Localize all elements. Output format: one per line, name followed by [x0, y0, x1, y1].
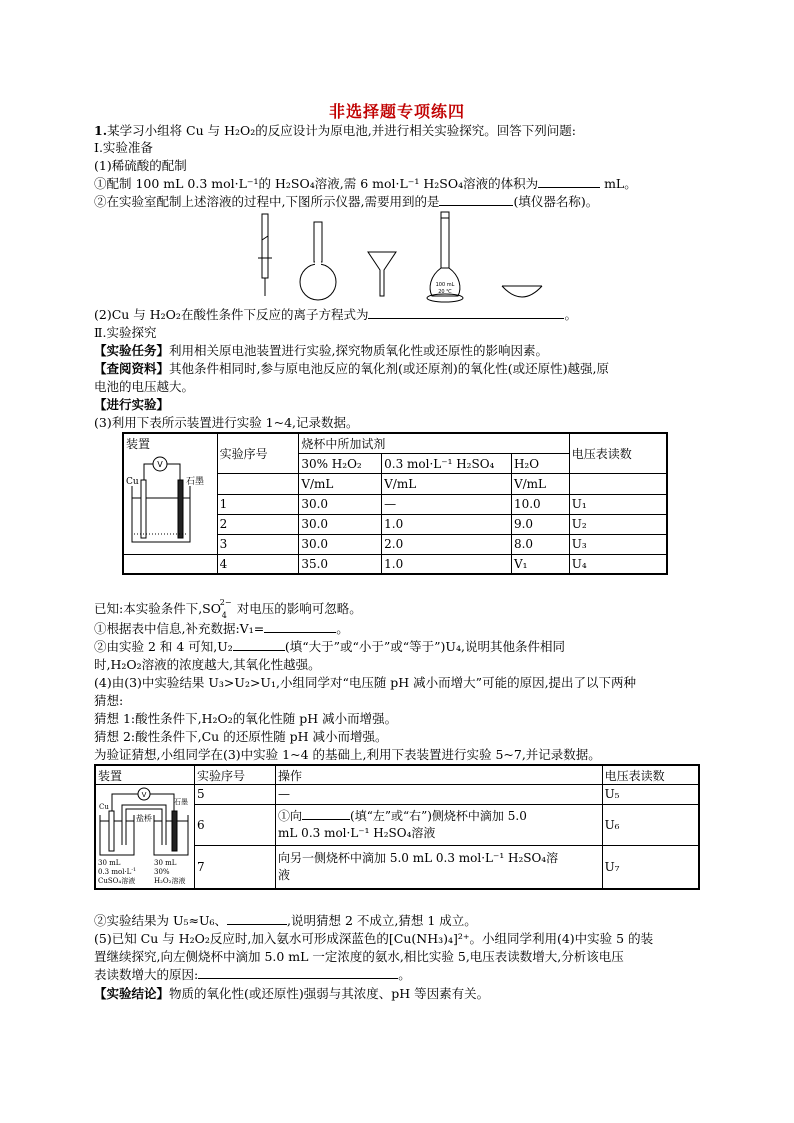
answer-blank-result[interactable] [227, 912, 287, 925]
result: ②实验结果为 U₅≈U₆、 ,说明猜想 2 不成立,猜想 1 成立。 [94, 913, 477, 928]
unit-cell: V/mL [511, 474, 569, 494]
question-5-line3: 表读数增大的原因: 。 [94, 967, 411, 982]
question-number: 1. [94, 123, 108, 138]
device-header: 装置 [126, 437, 151, 451]
unit-cell: V/mL [382, 474, 512, 494]
question-4-line2: 猜想: [94, 693, 124, 708]
seq-header: 实验序号 [195, 765, 276, 785]
question-intro: 1.某学习小组将 Cu 与 H₂O₂的反应设计为原电池,并进行相关实验探究。回答下列问题: [94, 123, 576, 138]
col-h2o-header: H₂O [511, 454, 569, 474]
reagent-header: 烧杯中所加试剂 [299, 433, 569, 454]
device-cell [123, 433, 217, 555]
table-row: 6 ①向 (填“左”或“右”)侧烧杯中滴加 5.0 mL 0.3 mol·L⁻¹ H₂SO₄溶液 U₆ [95, 804, 699, 845]
question-1a: ①配制 100 mL 0.3 mol·L⁻¹的 H₂SO₄溶液,需 6 mol·L⁻¹ H₂SO₄溶液的体积为 mL。 [94, 176, 637, 191]
voltmeter-label: V [157, 460, 163, 469]
task: 【实验任务】利用相关原电池装置进行实验,探究物质氧化性或还原性的影响因素。 [94, 343, 548, 358]
graphite-electrode-label: 石墨 [186, 477, 205, 487]
right-beaker-conc: 30% [154, 868, 170, 876]
known-note: 已知:本实验条件下,SO 2− 4 对电压的影响可忽略。 [94, 598, 362, 620]
conduct-tag: 【进行实验】 [94, 397, 170, 412]
guess-1: 猜想 1:酸性条件下,H₂O₂的氧化性随 pH 减小而增强。 [94, 711, 398, 726]
question-2: (2)Cu 与 H₂O₂在酸性条件下反应的离子方程式为 。 [94, 307, 577, 322]
reference-2: 电池的电压越大。 [94, 379, 195, 394]
part-2-heading: Ⅱ.实验探究 [94, 325, 157, 340]
guess-2: 猜想 2:酸性条件下,Cu 的还原性随 pH 减小而增强。 [94, 729, 388, 744]
known-1: ①根据表中信息,补充数据:V₁= 。 [94, 621, 349, 636]
reference-1: 【查阅资料】其他条件相同时,参与原电池反应的氧化剂(或还原剂)的氧化性(或还原性)越强,原 [94, 361, 609, 376]
cu-electrode-label: Cu [99, 803, 109, 811]
cell-apparatus-icon [124, 454, 219, 554]
left-beaker-conc: 0.3 $mol\cdot L^{-1}$ [98, 867, 137, 876]
left-beaker-volume: 30 mL [98, 859, 121, 867]
answer-blank-1a[interactable] [538, 175, 600, 188]
voltage-header: 电压表读数 [569, 433, 667, 474]
table-row: 3 30.0 2.0 8.0 U₃ [123, 534, 667, 554]
answer-blank-1b[interactable] [439, 193, 513, 206]
question-4-line1: (4)由(3)中实验结果 U₃>U₂>U₁,小组同学对“电压随 pH 减小而增大”可能的原因,提出了以下两种 [94, 675, 637, 690]
cu-electrode-label: Cu [126, 477, 139, 487]
col-h2o2-header: 30% H₂O₂ [299, 454, 382, 474]
table-row: 2 30.0 1.0 9.0 U₂ [123, 514, 667, 534]
part-1-heading: Ⅰ.实验准备 [94, 140, 153, 155]
device-header: 装置 [95, 765, 195, 785]
col-h2so4-header: 0.3 mol·L⁻¹ H₂SO₄ [382, 454, 512, 474]
device-cell [95, 785, 195, 890]
experiment-table-2: 装置 实验序号 操作 电压表读数 V 盐桥 Cu 石墨 30 mL 0.3 $mol\cdot L^{-1}$ CuSO₄溶液 30 mL 30% H₂O₂溶液 5 — U₅ 6 ①向 (填“左”或“右”)侧烧杯中滴加 5.0 mL 0.3 mol·L⁻¹ H₂SO₄溶液 U₆ 7 向另一侧烧杯中滴加 5.0 mL 0.3 mol·L⁻¹ H₂SO₄溶 液 U₇ [94, 764, 700, 890]
salt-bridge-apparatus-icon [96, 785, 194, 885]
question-3: (3)利用下表所示装置进行实验 1~4,记录数据。 [94, 415, 359, 430]
round-flask-icon [300, 222, 336, 300]
conclusion: 【实验结论】物质的氧化性(或还原性)强弱与其浓度、pH 等因素有关。 [94, 986, 490, 1001]
salt-bridge-label: 盐桥 [136, 814, 152, 823]
answer-blank-v1[interactable] [264, 620, 336, 633]
right-beaker-solution: H₂O₂溶液 [154, 877, 186, 885]
answer-blank-2[interactable] [368, 306, 564, 319]
answer-blank-side[interactable] [302, 807, 350, 820]
instruments-figure [240, 210, 560, 310]
question-1b: ②在实验室配制上述溶液的过程中,下图所示仪器,需要用到的是 (填仪器名称)。 [94, 194, 599, 209]
unit-cell: V/mL [299, 474, 382, 494]
table-row: 4 35.0 1.0 V₁ U₄ [123, 555, 667, 575]
page-title: 非选择题专项练四 [328, 102, 465, 121]
right-beaker-volume: 30 mL [154, 859, 177, 867]
graphite-electrode-label: 石墨 [174, 798, 188, 806]
evaporating-dish-icon [502, 286, 542, 297]
flask-label-temp: 20 ℃ [438, 289, 452, 295]
table-row: 7 向另一侧烧杯中滴加 5.0 mL 0.3 mol·L⁻¹ H₂SO₄溶 液 U₇ [95, 845, 699, 889]
answer-blank-compare[interactable] [233, 638, 285, 651]
sub-1-heading: (1)稀硫酸的配制 [94, 158, 187, 173]
verify-text: 为验证猜想,小组同学在(3)中实验 1~4 的基础上,利用下表装置进行实验 5~7,并记录数据。 [94, 747, 601, 762]
left-beaker-solution: CuSO₄溶液 [98, 877, 136, 885]
table-row: 1 30.0 — 10.0 U₁ [123, 494, 667, 514]
volumetric-flask-icon [427, 212, 463, 302]
seq-header: 实验序号 [217, 433, 299, 474]
operation-header: 操作 [276, 765, 603, 785]
voltage-header: 电压表读数 [602, 765, 699, 785]
funnel-icon [368, 252, 396, 296]
answer-blank-5[interactable] [198, 966, 398, 979]
question-5-line1: (5)已知 Cu 与 H₂O₂反应时,加入氨水可形成深蓝色的[Cu(NH₃)₄]²⁺。小组同学利用(4)中实验 5 的装 [94, 931, 654, 946]
known-2-line2: 时,H₂O₂溶液的浓度越大,其氧化性越强。 [94, 657, 321, 672]
experiment-table-1 [122, 432, 668, 575]
question-5-line2: 置继续探究,向左侧烧杯中滴加 5.0 mL 一定浓度的氨水,相比实验 5,电压表读数增大,分析该电压 [94, 949, 624, 964]
flask-label-volume: 100 mL [435, 282, 455, 288]
burette-icon [258, 214, 272, 296]
known-2: ②由实验 2 和 4 可知,U₂ (填“大于”或“小于”或“等于”)U₄,说明其他条件相同 [94, 639, 565, 654]
voltmeter-label: V [141, 791, 147, 799]
